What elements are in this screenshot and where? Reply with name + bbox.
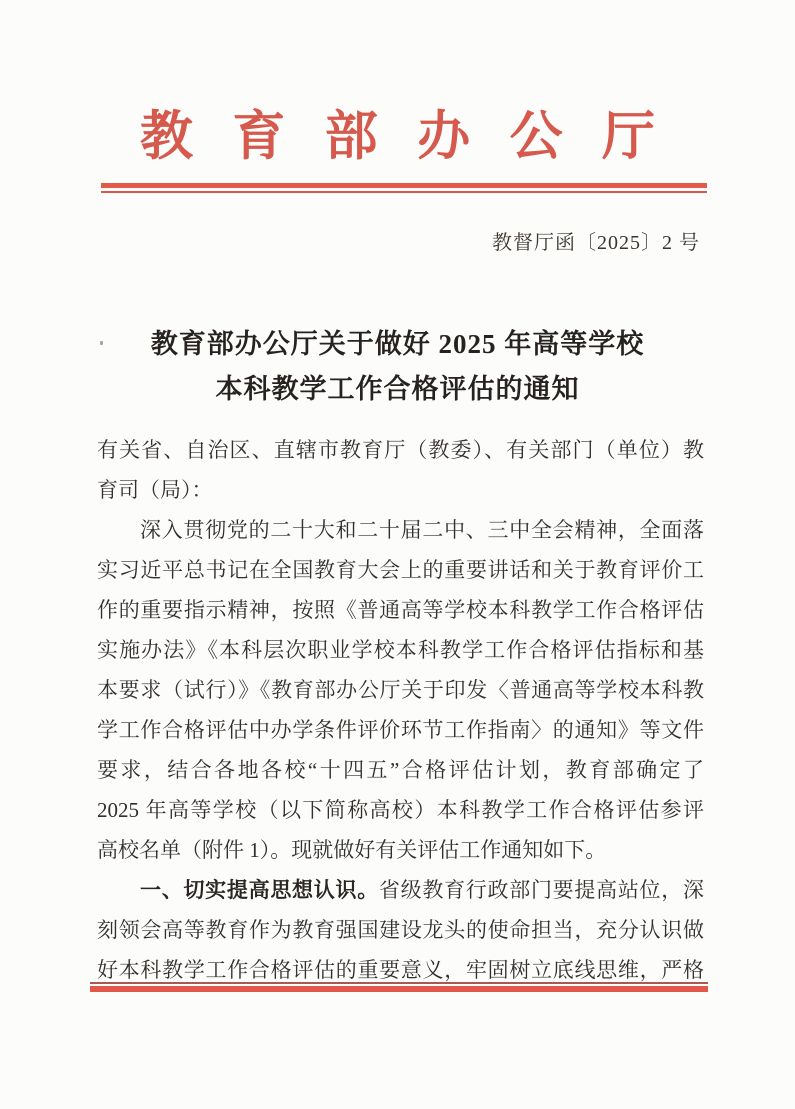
body-line: 2025 年高等学校（以下简称高校）本科教学工作合格评估参评 bbox=[97, 798, 704, 822]
body-line: 好本科教学工作合格评估的重要意义，牢固树立底线思维，严格 bbox=[97, 958, 704, 982]
body-line: 育司（局）： bbox=[97, 478, 213, 502]
body-line: 刻领会高等教育作为教育强国建设龙头的使命担当，充分认识做 bbox=[97, 918, 704, 942]
document-title-line1: 教育部办公厅关于做好 2025 年高等学校 bbox=[150, 329, 645, 359]
body-line: 有关省、自治区、直辖市教育厅（教委）、有关部门（单位）教 bbox=[97, 438, 704, 462]
document-number: 教督厅函〔2025〕2 号 bbox=[492, 232, 700, 254]
body-line: 实习近平总书记在全国教育大会上的重要讲话和关于教育评价工 bbox=[97, 558, 704, 582]
body-line: 本要求（试行）》《教育部办公厅关于印发〈普通高等学校本科教 bbox=[97, 678, 704, 702]
body-line: 高校名单（附件 1）。现就做好有关评估工作通知如下。 bbox=[97, 838, 607, 862]
body-line: 要求，结合各地各校“十四五”合格评估计划，教育部确定了 bbox=[97, 758, 704, 782]
body-line bbox=[97, 870, 704, 910]
body-line: 实施办法》《本科层次职业学校本科教学工作合格评估指标和基 bbox=[97, 638, 704, 662]
letterhead-rule-thick bbox=[101, 183, 707, 188]
body-line: 学工作合格评估中办学条件评价环节工作指南〉的通知》等文件 bbox=[97, 718, 704, 742]
footer-rule-thin bbox=[90, 982, 708, 984]
body-line: 深入贯彻党的二十大和二十届二中、三中全会精神，全面落 bbox=[140, 518, 704, 542]
section-heading: 一、切实提高思想认识。 bbox=[140, 879, 379, 902]
document-title bbox=[60, 322, 735, 412]
document-title-line2: 本科教学工作合格评估的通知 bbox=[215, 374, 580, 404]
body-line-text: 省级教育行政部门要提高站位，深 bbox=[378, 878, 705, 902]
footer-rule-thick bbox=[90, 986, 708, 992]
document-body bbox=[97, 430, 704, 990]
letterhead-rule-thin bbox=[101, 191, 707, 193]
letterhead-title: 教育部办公厅 bbox=[140, 108, 655, 166]
body-line: 作的重要指示精神，按照《普通高等学校本科教学工作合格评估 bbox=[97, 598, 704, 622]
letterhead bbox=[0, 103, 795, 171]
